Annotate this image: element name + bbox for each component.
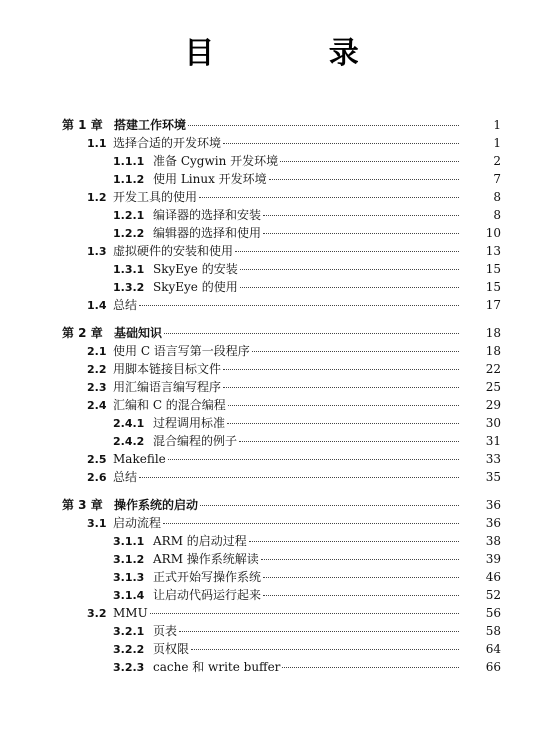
toc-entry-title: 编译器的选择和安装 xyxy=(153,208,262,222)
toc-entry-title: 用脚本链接目标文件 xyxy=(113,362,222,376)
toc-entry-title: 使用 Linux 开发环境 xyxy=(153,172,267,186)
toc-entry-title: SkyEye 的安装 xyxy=(153,262,238,276)
toc-entry-number: 1.2 xyxy=(87,191,107,204)
toc-entry-title: 虚拟硬件的安装和使用 xyxy=(113,244,234,258)
toc-entry-page: 18 xyxy=(485,344,501,358)
toc-entry-number: 3.1 xyxy=(87,517,107,530)
toc-entry-page: 64 xyxy=(485,642,501,656)
toc-entry-page: 25 xyxy=(485,380,501,394)
toc-entry[interactable] xyxy=(0,532,543,550)
toc-entry-title: 正式开始写操作系统 xyxy=(153,570,262,584)
toc-entry[interactable] xyxy=(0,116,543,134)
toc-entry-number: 1.3 xyxy=(87,245,107,258)
toc-leader-dots xyxy=(150,613,459,614)
toc-leader-dots xyxy=(199,197,459,198)
toc-entry-title: MMU xyxy=(113,606,148,620)
toc-leader-dots xyxy=(269,179,459,180)
toc-entry[interactable] xyxy=(0,188,543,206)
toc-leader-dots xyxy=(164,333,459,334)
toc-entry-page: 15 xyxy=(485,280,501,294)
toc-entry[interactable] xyxy=(0,224,543,242)
toc-entry[interactable] xyxy=(0,514,543,532)
toc-entry-title: 基础知识 xyxy=(114,326,163,340)
toc-leader-dots xyxy=(228,405,459,406)
toc-entry[interactable] xyxy=(0,152,543,170)
toc-entry-page: 18 xyxy=(485,326,501,340)
toc-leader-dots xyxy=(223,143,459,144)
toc-entry-title: 页表 xyxy=(153,624,178,638)
toc-entry[interactable] xyxy=(0,604,543,622)
toc-entry-title: 编辑器的选择和使用 xyxy=(153,226,262,240)
toc-entry[interactable] xyxy=(0,170,543,188)
toc-entry-title: 操作系统的启动 xyxy=(114,498,199,512)
toc-entry-page: 1 xyxy=(493,118,501,132)
toc-entry-page: 31 xyxy=(485,434,501,448)
toc-entry-title: ARM 操作系统解读 xyxy=(153,552,259,566)
toc-entry-page: 46 xyxy=(485,570,501,584)
toc-entry-number: 2.1 xyxy=(87,345,107,358)
toc-entry[interactable] xyxy=(0,360,543,378)
toc-entry-title: SkyEye 的使用 xyxy=(153,280,238,294)
toc-entry-number: 2.4 xyxy=(87,399,107,412)
toc-entry-number: 3.2.1 xyxy=(113,625,145,638)
toc-entry[interactable] xyxy=(0,568,543,586)
toc-entry-page: 15 xyxy=(485,262,501,276)
toc-leader-dots xyxy=(139,477,459,478)
toc-entry-number: 1.3.1 xyxy=(113,263,145,276)
toc-entry-page: 13 xyxy=(485,244,501,258)
toc-entry-page: 35 xyxy=(485,470,501,484)
toc-leader-dots xyxy=(227,423,459,424)
toc-entry-number: 2.4.2 xyxy=(113,435,145,448)
toc-entry-page: 2 xyxy=(493,154,501,168)
toc-entry[interactable] xyxy=(0,342,543,360)
toc-entry-number: 2.5 xyxy=(87,453,107,466)
toc-entry-title: 选择合适的开发环境 xyxy=(113,136,222,150)
toc-leader-dots xyxy=(191,649,459,650)
toc-entry-title: 汇编和 C 的混合编程 xyxy=(113,398,226,412)
toc-entry[interactable] xyxy=(0,296,543,314)
toc-entry-page: 38 xyxy=(485,534,501,548)
toc-entry[interactable] xyxy=(0,242,543,260)
toc-entry-number: 1.1 xyxy=(87,137,107,150)
toc-entry-title: 使用 C 语言写第一段程序 xyxy=(113,344,250,358)
toc-entry-number: 3.1.1 xyxy=(113,535,145,548)
toc-entry-number: 1.3.2 xyxy=(113,281,145,294)
toc-entry-page: 52 xyxy=(485,588,501,602)
toc-entry[interactable] xyxy=(0,658,543,676)
toc-leader-dots xyxy=(223,387,459,388)
toc-entry[interactable] xyxy=(0,450,543,468)
toc-entry-title: Makefile xyxy=(113,452,166,466)
toc-entry-number: 3.1.2 xyxy=(113,553,145,566)
toc-leader-dots xyxy=(139,305,459,306)
toc-leader-dots xyxy=(200,505,459,506)
toc-entry-page: 30 xyxy=(485,416,501,430)
toc-entry-number: 3.2.2 xyxy=(113,643,145,656)
toc-entry-number: 3.2 xyxy=(87,607,107,620)
toc-leader-dots xyxy=(280,161,459,162)
toc-entry-title: 搭建工作环境 xyxy=(114,118,187,132)
toc-leader-dots xyxy=(239,441,459,442)
toc-leader-dots xyxy=(263,215,459,216)
toc-leader-dots xyxy=(168,459,459,460)
toc-entry-title: 让启动代码运行起来 xyxy=(153,588,262,602)
toc-leader-dots xyxy=(263,233,459,234)
toc-entry[interactable] xyxy=(0,324,543,342)
toc-entry-title: 过程调用标准 xyxy=(153,416,226,430)
toc-entry[interactable] xyxy=(0,206,543,224)
toc-entry-number: 2.2 xyxy=(87,363,107,376)
toc-entry-number: 2.3 xyxy=(87,381,107,394)
toc-entry-title: ARM 的启动过程 xyxy=(153,534,247,548)
toc-entry[interactable] xyxy=(0,550,543,568)
toc-entry-page: 7 xyxy=(493,172,501,186)
toc-entry-number: 1.2.1 xyxy=(113,209,145,222)
toc-entry[interactable] xyxy=(0,622,543,640)
toc-entry-title: 混合编程的例子 xyxy=(153,434,238,448)
toc-entry-number: 1.2.2 xyxy=(113,227,145,240)
toc-entry-title: 页权限 xyxy=(153,642,190,656)
toc-entry-number: 3.1.3 xyxy=(113,571,145,584)
toc-entry-title: 总结 xyxy=(113,470,138,484)
toc-entry[interactable] xyxy=(0,432,543,450)
toc-entry[interactable] xyxy=(0,640,543,658)
toc-entry-number: 第 3 章 xyxy=(62,498,103,512)
toc-entry-number: 第 1 章 xyxy=(62,118,103,132)
toc-entry-page: 1 xyxy=(493,136,501,150)
toc-entry-number: 3.2.3 xyxy=(113,661,145,674)
toc-entry[interactable] xyxy=(0,260,543,278)
toc-entry-page: 56 xyxy=(485,606,501,620)
toc-entry-number: 1.4 xyxy=(87,299,107,312)
page-title: 目 录 xyxy=(184,36,411,71)
toc-entry[interactable] xyxy=(0,414,543,432)
toc-entry-number: 1.1.2 xyxy=(113,173,145,186)
toc-entry-page: 8 xyxy=(493,190,501,204)
toc-leader-dots xyxy=(263,577,459,578)
toc-entry-title: 总结 xyxy=(113,298,138,312)
toc-leader-dots xyxy=(223,369,459,370)
toc-entry-page: 66 xyxy=(485,660,501,674)
toc-entry-page: 17 xyxy=(485,298,501,312)
toc-leader-dots xyxy=(261,559,459,560)
toc-entry-page: 22 xyxy=(485,362,501,376)
toc-entry-number: 2.4.1 xyxy=(113,417,145,430)
toc-entry-page: 10 xyxy=(485,226,501,240)
toc-entry-title: 准备 Cygwin 开发环境 xyxy=(153,154,279,168)
toc-leader-dots xyxy=(188,125,459,126)
toc-entry[interactable] xyxy=(0,586,543,604)
toc-leader-dots xyxy=(235,251,459,252)
toc-entry-page: 58 xyxy=(485,624,501,638)
toc-entry-page: 39 xyxy=(485,552,501,566)
toc-entry[interactable] xyxy=(0,278,543,296)
toc-entry-title: 开发工具的使用 xyxy=(113,190,198,204)
toc-entry-number: 3.1.4 xyxy=(113,589,145,602)
toc-entry[interactable] xyxy=(0,468,543,486)
toc-leader-dots xyxy=(252,351,459,352)
toc-entry[interactable] xyxy=(0,134,543,152)
toc-leader-dots xyxy=(240,287,459,288)
toc-entry-page: 8 xyxy=(493,208,501,222)
toc-entry-title: 启动流程 xyxy=(113,516,162,530)
toc-entry[interactable] xyxy=(0,378,543,396)
toc-entry[interactable] xyxy=(0,496,543,514)
toc-entry-number: 1.1.1 xyxy=(113,155,145,168)
toc-entry-title: cache 和 write buffer xyxy=(153,660,281,674)
toc-entry-page: 36 xyxy=(485,516,501,530)
toc-leader-dots xyxy=(240,269,459,270)
toc-leader-dots xyxy=(282,667,459,668)
toc-entry-page: 29 xyxy=(485,398,501,412)
toc-entry-number: 第 2 章 xyxy=(62,326,103,340)
toc-entry-number: 2.6 xyxy=(87,471,107,484)
toc-leader-dots xyxy=(263,595,459,596)
toc-leader-dots xyxy=(163,523,459,524)
toc-leader-dots xyxy=(249,541,459,542)
toc-leader-dots xyxy=(179,631,459,632)
toc-entry[interactable] xyxy=(0,396,543,414)
toc-entry-page: 36 xyxy=(485,498,501,512)
toc-entry-title: 用汇编语言编写程序 xyxy=(113,380,222,394)
toc-entry-page: 33 xyxy=(485,452,501,466)
